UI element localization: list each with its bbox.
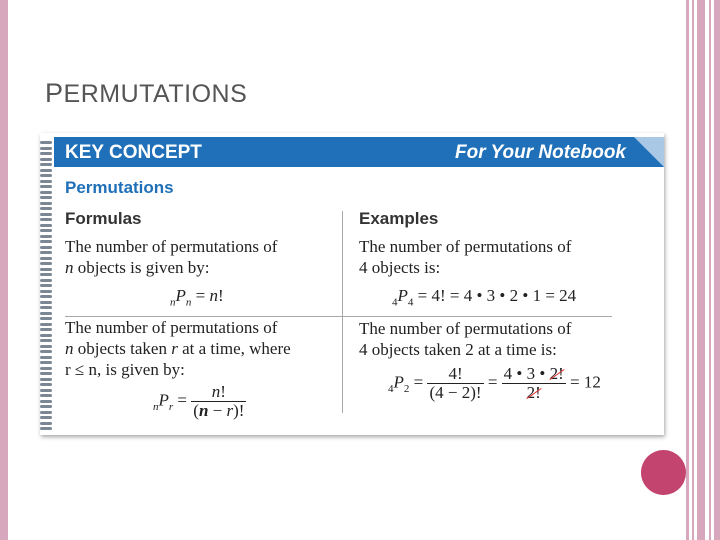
spiral-ring xyxy=(40,174,52,177)
spiral-ring xyxy=(40,141,52,144)
spiral-ring xyxy=(40,257,52,260)
right-stripes-decoration xyxy=(686,0,720,540)
spiral-ring xyxy=(40,229,52,232)
formula2-math: $_nP_r$ = $\frac{n!}{(n - r)!}$ xyxy=(153,382,245,420)
spiral-binding xyxy=(40,133,54,435)
spiral-ring xyxy=(40,400,52,403)
spiral-ring xyxy=(40,273,52,276)
spiral-ring xyxy=(40,394,52,397)
col-examples-heading: Examples xyxy=(359,209,439,228)
spiral-ring xyxy=(40,372,52,375)
decorative-circle xyxy=(641,450,686,495)
spiral-ring xyxy=(40,350,52,353)
spiral-ring xyxy=(40,268,52,271)
spiral-ring xyxy=(40,207,52,210)
column-divider xyxy=(342,211,343,413)
spiral-ring xyxy=(40,323,52,326)
spiral-ring xyxy=(40,180,52,183)
spiral-ring xyxy=(40,185,52,188)
spiral-ring xyxy=(40,345,52,348)
spiral-ring xyxy=(40,389,52,392)
spiral-ring xyxy=(40,361,52,364)
spiral-ring xyxy=(40,163,52,166)
spiral-ring xyxy=(40,246,52,249)
formula2-text: The number of permutations of n objects taken r at a time, where r ≤ n, is given by: xyxy=(65,318,291,379)
header-notebook: For Your Notebook xyxy=(455,142,626,163)
spiral-ring xyxy=(40,251,52,254)
spiral-ring xyxy=(40,301,52,304)
spiral-ring xyxy=(40,147,52,150)
spiral-ring xyxy=(40,411,52,414)
spiral-ring xyxy=(40,224,52,227)
spiral-ring xyxy=(40,334,52,337)
col-formulas-heading: Formulas xyxy=(65,209,142,228)
left-border-decoration xyxy=(0,0,8,540)
example1-math: $_4P_4 = 4$! = 4 • 3 • 2 • 1 = 24 xyxy=(392,286,577,309)
spiral-ring xyxy=(40,427,52,430)
spiral-ring xyxy=(40,422,52,425)
spiral-ring xyxy=(40,367,52,370)
spiral-ring xyxy=(40,240,52,243)
key-concept-card xyxy=(40,133,664,435)
spiral-ring xyxy=(40,202,52,205)
slide-title: PERMUTATIONS xyxy=(45,78,248,108)
header-key-concept: KEY CONCEPT xyxy=(65,142,202,163)
spiral-ring xyxy=(40,405,52,408)
spiral-ring xyxy=(40,290,52,293)
spiral-ring xyxy=(40,218,52,221)
spiral-ring xyxy=(40,339,52,342)
section-title: Permutations xyxy=(65,178,174,197)
spiral-ring xyxy=(40,378,52,381)
example1-text: The number of permutations of 4 objects is: xyxy=(359,237,572,277)
spiral-ring xyxy=(40,152,52,155)
spiral-ring xyxy=(40,262,52,265)
spiral-ring xyxy=(40,317,52,320)
spiral-ring xyxy=(40,191,52,194)
spiral-ring xyxy=(40,196,52,199)
spiral-ring xyxy=(40,328,52,331)
spiral-ring xyxy=(40,356,52,359)
spiral-ring xyxy=(40,158,52,161)
spiral-ring xyxy=(40,279,52,282)
formula1-text: The number of permutations of n objects is given by: xyxy=(65,237,278,277)
example2-math: $_4P_2$ = $\frac{4!}{(4 - 2)!}$ = $\frac{4 • 3 • 2!}{2!}$ = 12 xyxy=(388,364,601,402)
corner-fold xyxy=(634,137,664,167)
example2-text: The number of permutations of 4 objects taken 2 at a time is: xyxy=(359,319,572,359)
spiral-ring xyxy=(40,383,52,386)
spiral-ring xyxy=(40,306,52,309)
spiral-ring xyxy=(40,235,52,238)
card-header xyxy=(54,137,664,167)
spiral-ring xyxy=(40,169,52,172)
spiral-ring xyxy=(40,213,52,216)
spiral-ring xyxy=(40,284,52,287)
spiral-ring xyxy=(40,295,52,298)
spiral-ring xyxy=(40,416,52,419)
formula1-math: $_nP_n = n$! xyxy=(170,286,224,309)
spiral-ring xyxy=(40,312,52,315)
